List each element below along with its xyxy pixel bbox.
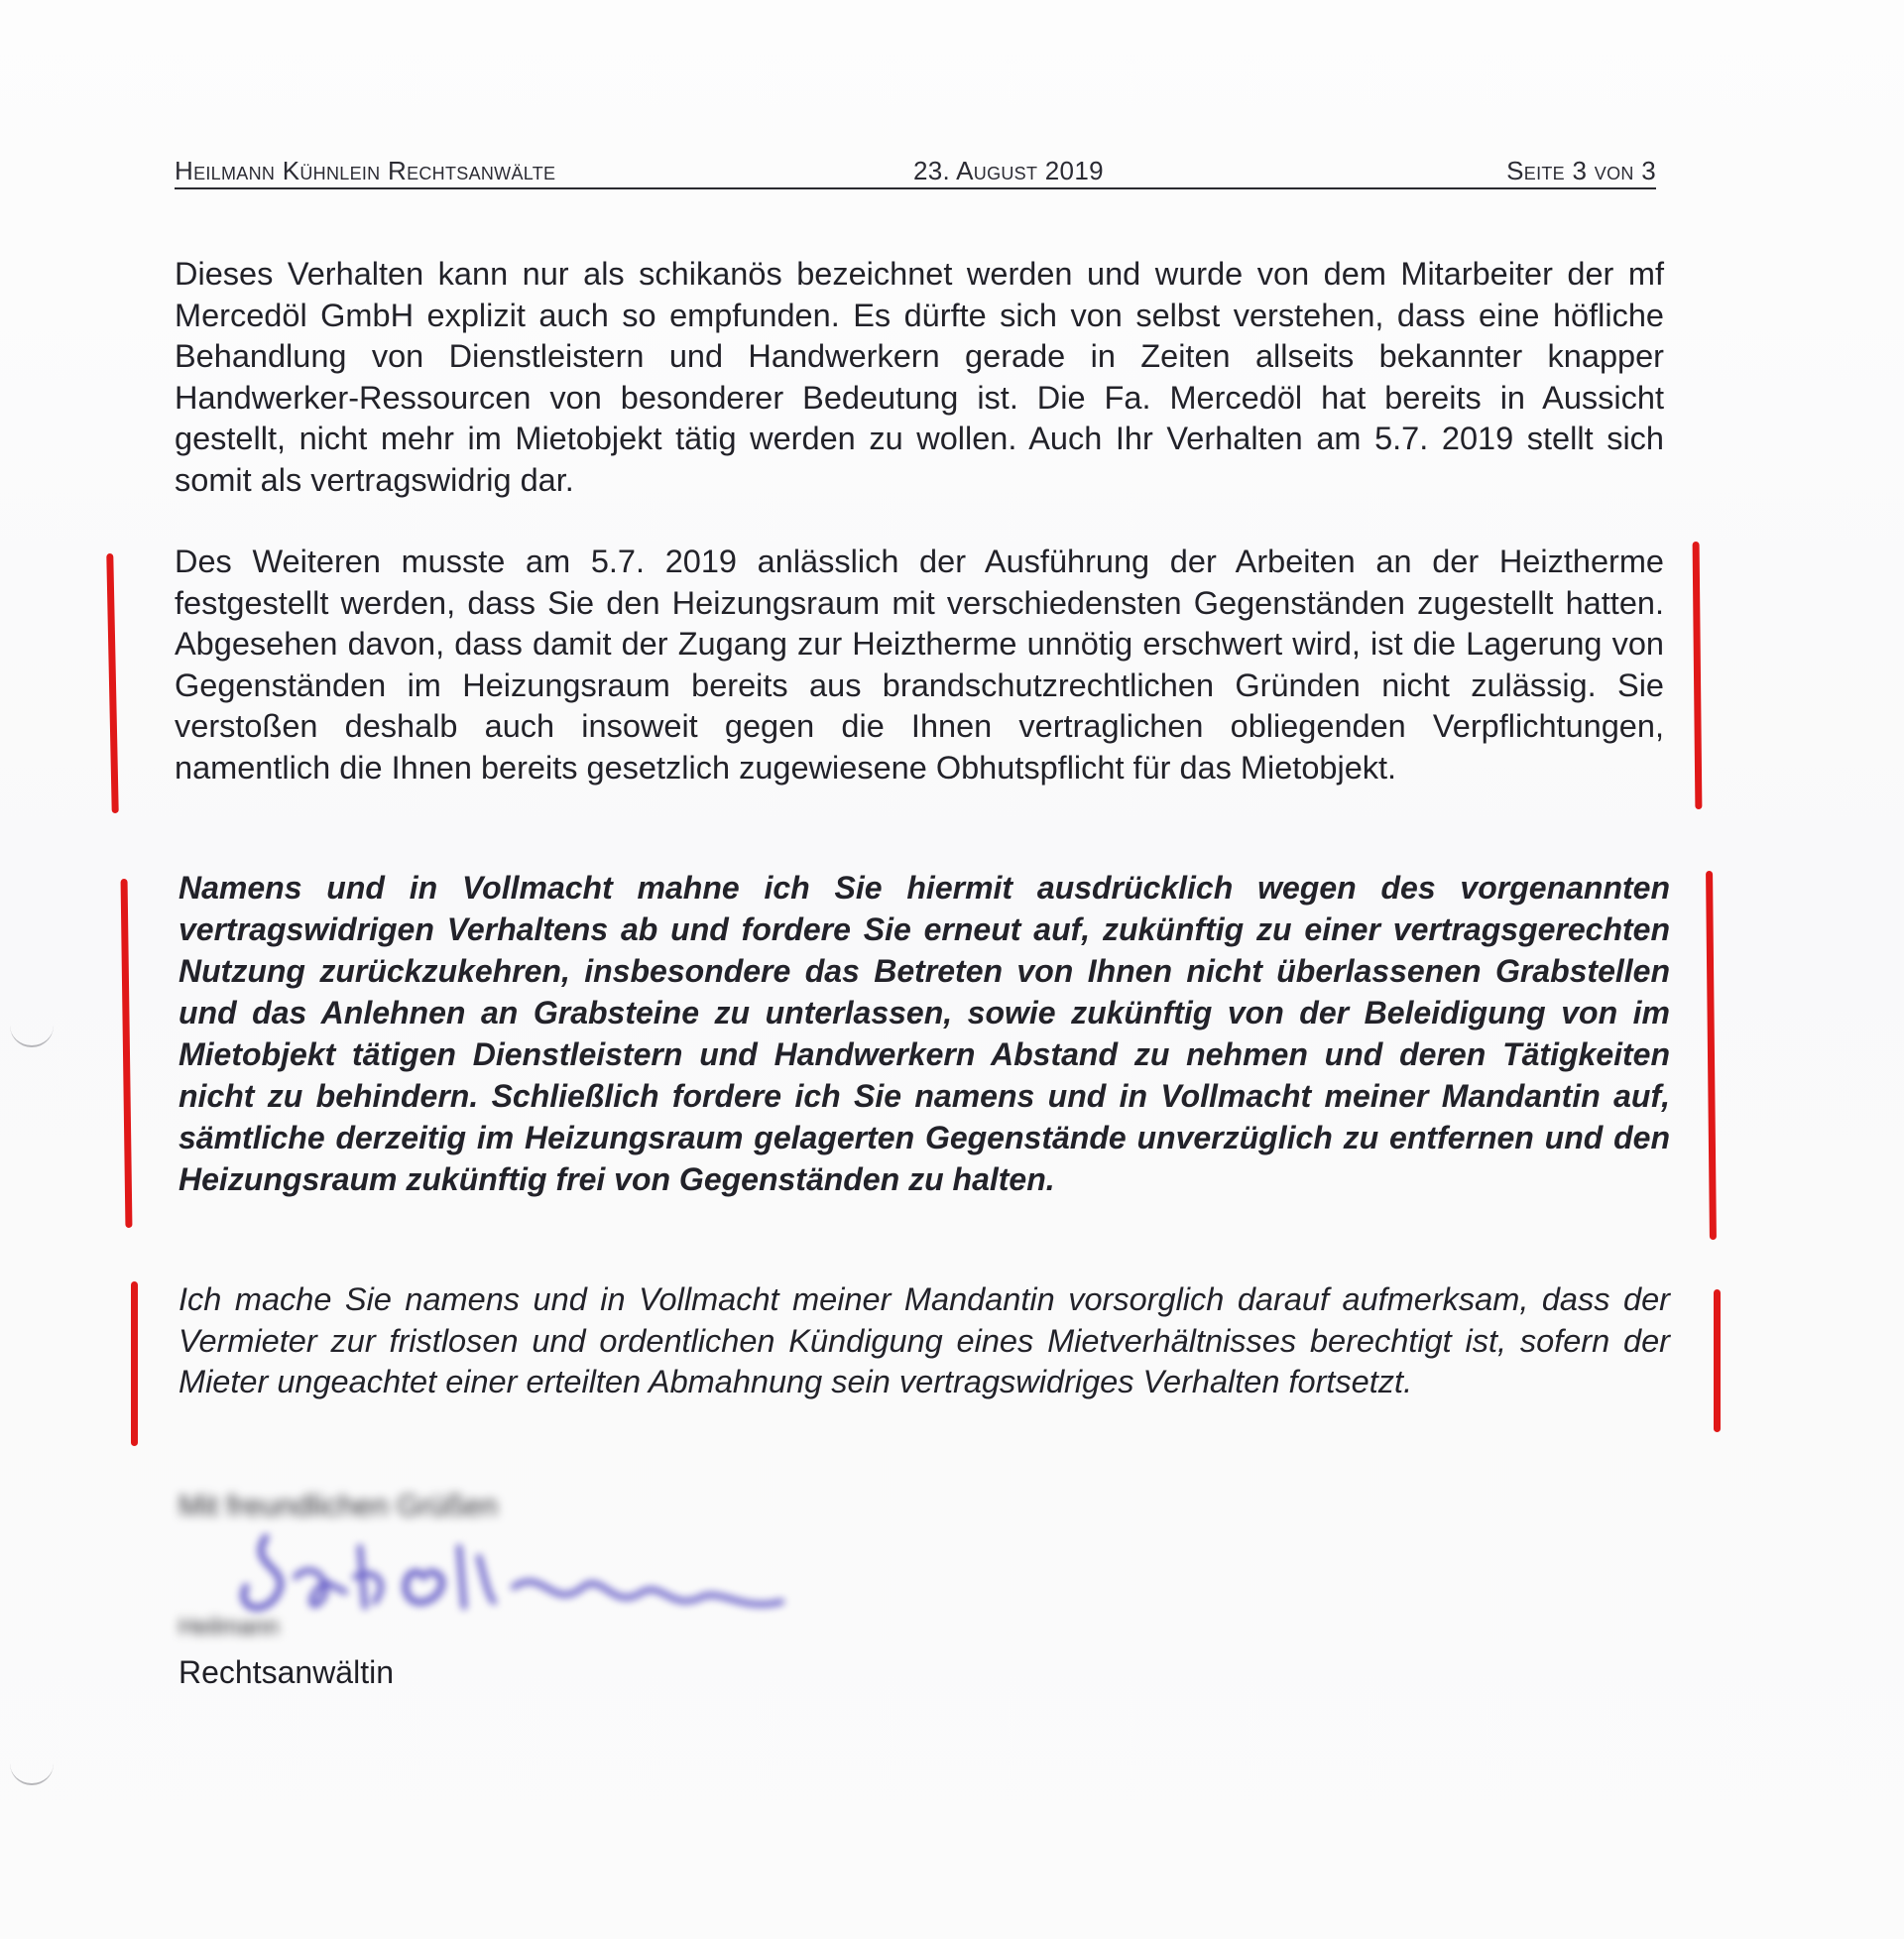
paragraph-formal-warning: Namens und in Vollmacht mahne ich Sie hiermit ausdrücklich wegen des vorgenannten vertragswidrigen Verhaltens ab und fordere Sie erneut auf, zukünftig zu einer vertragsgerechten Nutzung zurückzukehren, insbesondere das Betreten von Ihnen nicht überlassenen Grabstellen und das Anlehnen an Grabsteine zu unterlassen, sowie zukünftig von der Beleidigung von im Mietobjekt tätigen Dienstleistern und Handwerkern Abstand zu nehmen und deren Tätigkeiten nicht zu behindern. Schließlich fordere ich Sie namens und in Vollmacht meiner Mandantin auf, sämtliche derzeitig im Heizungsraum gelagerten Gegenstände unverzüglich zu entfernen und den Heizungsraum zukünftig frei von Gegenständen zu halten. [178,870,1670,1197]
handwritten-signature [226,1517,821,1627]
paragraph-conduct-chicanery: Dieses Verhalten kann nur als schikanös bezeichnet werden und wurde von dem Mitarbeiter der mf Mercedöl GmbH explizit auch so empfunden. Es dürfte sich von selbst verstehen, dass eine höfliche Behandlung von Dienstleistern und Handwerkern gerade in Zeiten allseits bekannter knapper Handwerker-Ressourcen von besonderer Bedeutung ist. Die Fa. Mercedöl hat bereits in Aussicht gestellt, nicht mehr im Mietobjekt tätig werden zu wollen. Auch Ihr Verhalten am 5.7. 2019 stellt sich somit als vertragswidrig dar. [175,256,1664,498]
signer-title: Rechtsanwältin [178,1654,394,1690]
header-firm-name: Heilmann Kühnlein Rechtsanwälte [175,156,556,185]
header-page-number: Seite 3 von 3 [1506,156,1656,185]
letter-header [175,154,1656,189]
paragraph-termination-notice: Ich mache Sie namens und in Vollmacht meiner Mandantin vorsorglich darauf aufmerksam, dass der Vermieter zur fristlosen und ordentlichen Kündigung eines Mietverhältnisses berechtigt ist, sofern der Mieter ungeachtet einer erteilten Abmahnung sein vertragswidriges Verhalten fortsetzt. [178,1281,1670,1399]
signer-name: Heilmann [178,1614,280,1640]
margin-mark-left-paragraph4 [131,1281,138,1446]
margin-mark-right-paragraph4 [1714,1289,1721,1432]
closing-greeting: Mit freundlichen Grüßen [178,1490,498,1522]
header-date: 23. August 2019 [913,156,1104,185]
paragraph-heating-room: Des Weiteren musste am 5.7. 2019 anlässlich der Ausführung der Arbeiten an der Heiztherme festgestellt werden, dass Sie den Heizungsraum mit verschiedensten Gegenständen zugestellt hatten. Abgesehen davon, dass damit der Zugang zur Heiztherme unnötig erschwert wird, ist die Lagerung von Gegenständen im Heizungsraum bereits aus brandschutzrechtlichen Gründen nicht zulässig. Sie verstoßen deshalb auch insoweit gegen die Ihnen vertraglichen obliegenden Verpflichtungen, namentlich die Ihnen bereits gesetzlich zugewiesene Obhutspflicht für das Mietobjekt. [175,544,1664,786]
